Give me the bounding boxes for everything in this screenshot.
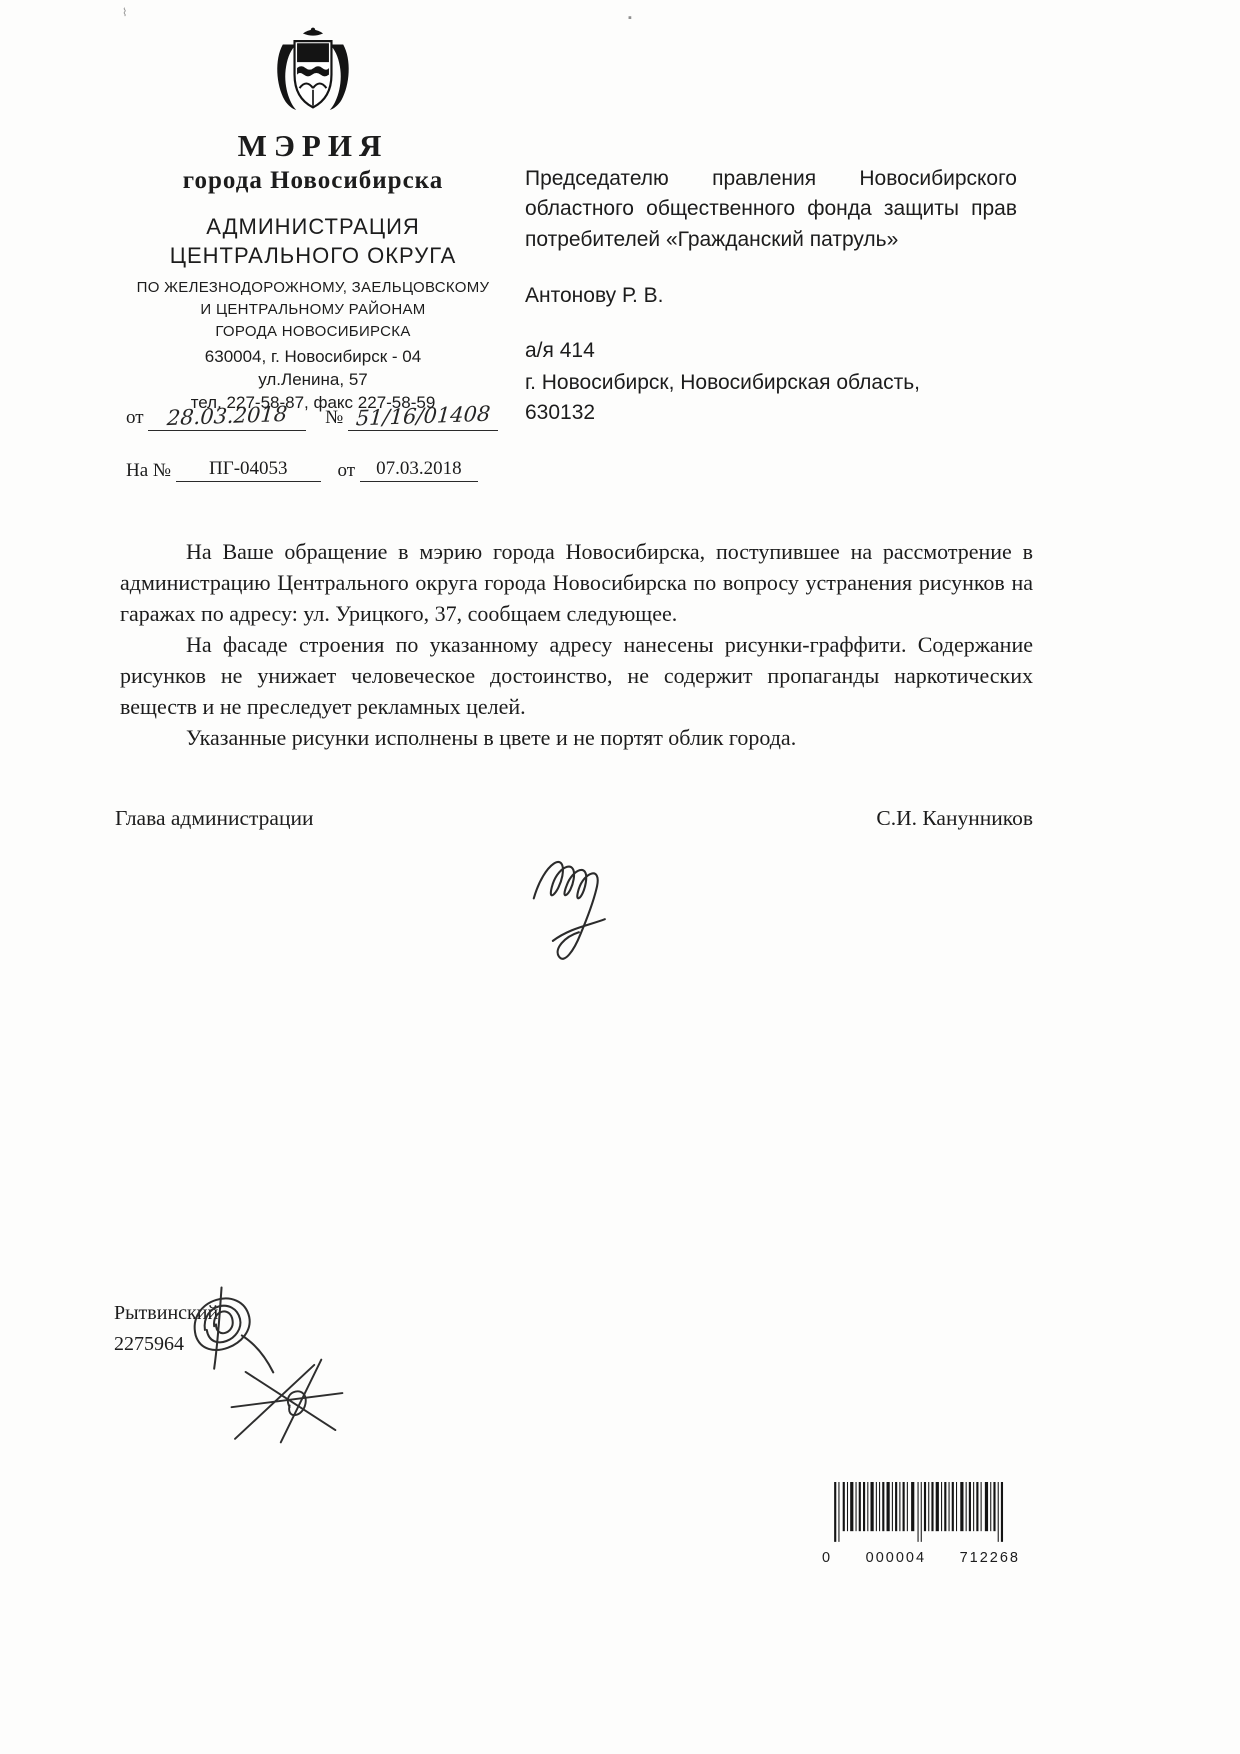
outgoing-date-value: 28.03.2018 [166, 401, 289, 431]
executor-name: Рытвинский [114, 1302, 219, 1324]
head-signature-icon [525, 836, 650, 966]
signer-position: Глава администрации [115, 806, 314, 830]
recipient-pobox: а/я 414 [525, 338, 595, 362]
reply-date-field [360, 458, 478, 482]
scan-artifact: ▪ [628, 12, 632, 24]
outgoing-number-field [348, 401, 498, 431]
coat-of-arms-icon [271, 26, 355, 120]
reply-date-value: 07.03.2018 [376, 458, 462, 479]
executor-signature2-icon [228, 1352, 360, 1450]
outgoing-number-value: 51/16/01408 [354, 401, 491, 431]
department-sub1: ПО ЖЕЛЕЗНОДОРОЖНОМУ, ЗАЕЛЬЦОВСКОМУ [136, 279, 490, 297]
recipient-name: Антонову Р. В. [525, 284, 664, 308]
address-line1: 630004, г. Новосибирск - 04 [204, 347, 422, 367]
number-label: № [325, 407, 344, 428]
signer-name: С.И. Канунников [876, 806, 1033, 830]
barcode-digit-left: 0 [822, 1550, 833, 1566]
reply-label: На № [126, 460, 172, 481]
reply-number-field [176, 458, 321, 482]
department-line2: ЦЕНТРАЛЬНОГО ОКРУГА [169, 243, 457, 269]
letterhead [108, 26, 518, 415]
signature-row [115, 806, 1033, 831]
reply-number-value: ПГ-04053 [209, 458, 288, 479]
barcode-digits [822, 1550, 1020, 1566]
department-sub3: ГОРОДА НОВОСИБИРСКА [215, 322, 411, 340]
body-paragraph-3: Указанные рисунки исполнены в цвете и не портят облик города. [186, 725, 797, 750]
outgoing-date-field [148, 401, 306, 431]
scan-artifact: ⌇ [122, 7, 128, 19]
body-paragraph-2: На фасаде строения по указанному адресу нанесены рисунки-граффити. Содержание рисунков не унижает человеческое достоинство, не содержит пропаганды наркотических веществ и не преследует рекламных целей. [120, 632, 1033, 719]
barcode-bars-icon [830, 1482, 1020, 1544]
body-paragraph-1: На Ваше обращение в мэрию города Новосибирска, поступившее на рассмотрение в администрацию Центрального округа города Новосибирска по вопросу устранения рисунков на гаражах по адресу: ул. Урицкого, 37, сообщаем следующее. [120, 539, 1033, 626]
department-sub2: И ЦЕНТРАЛЬНОМУ РАЙОНАМ [200, 300, 426, 318]
incoming-reference-row [126, 458, 556, 482]
department-line1: АДМИНИСТРАЦИЯ [206, 213, 420, 239]
recipient-block [525, 164, 1017, 427]
address-line2: ул.Ленина, 57 [258, 370, 368, 390]
barcode [822, 1482, 1020, 1566]
recipient-title: Председателю правления Новосибирского областного общественного фонда защиты прав потребителей «Гражданский патруль» [525, 167, 1017, 251]
barcode-digits-group2: 712268 [959, 1550, 1020, 1566]
letter-body [120, 536, 1033, 753]
executor-phone: 2275964 [114, 1333, 184, 1355]
address-line3: тел. 227-58-87, факс 227-58-59 [190, 393, 436, 413]
from-label: от [126, 407, 144, 428]
barcode-digits-group1: 000004 [865, 1550, 927, 1566]
org-name-secondary: города Новосибирска [182, 166, 444, 194]
reply-from-label: от [337, 460, 356, 481]
recipient-city: г. Новосибирск, Новосибирская область, 630132 [525, 371, 920, 424]
org-name-primary: МЭРИЯ [237, 128, 389, 163]
